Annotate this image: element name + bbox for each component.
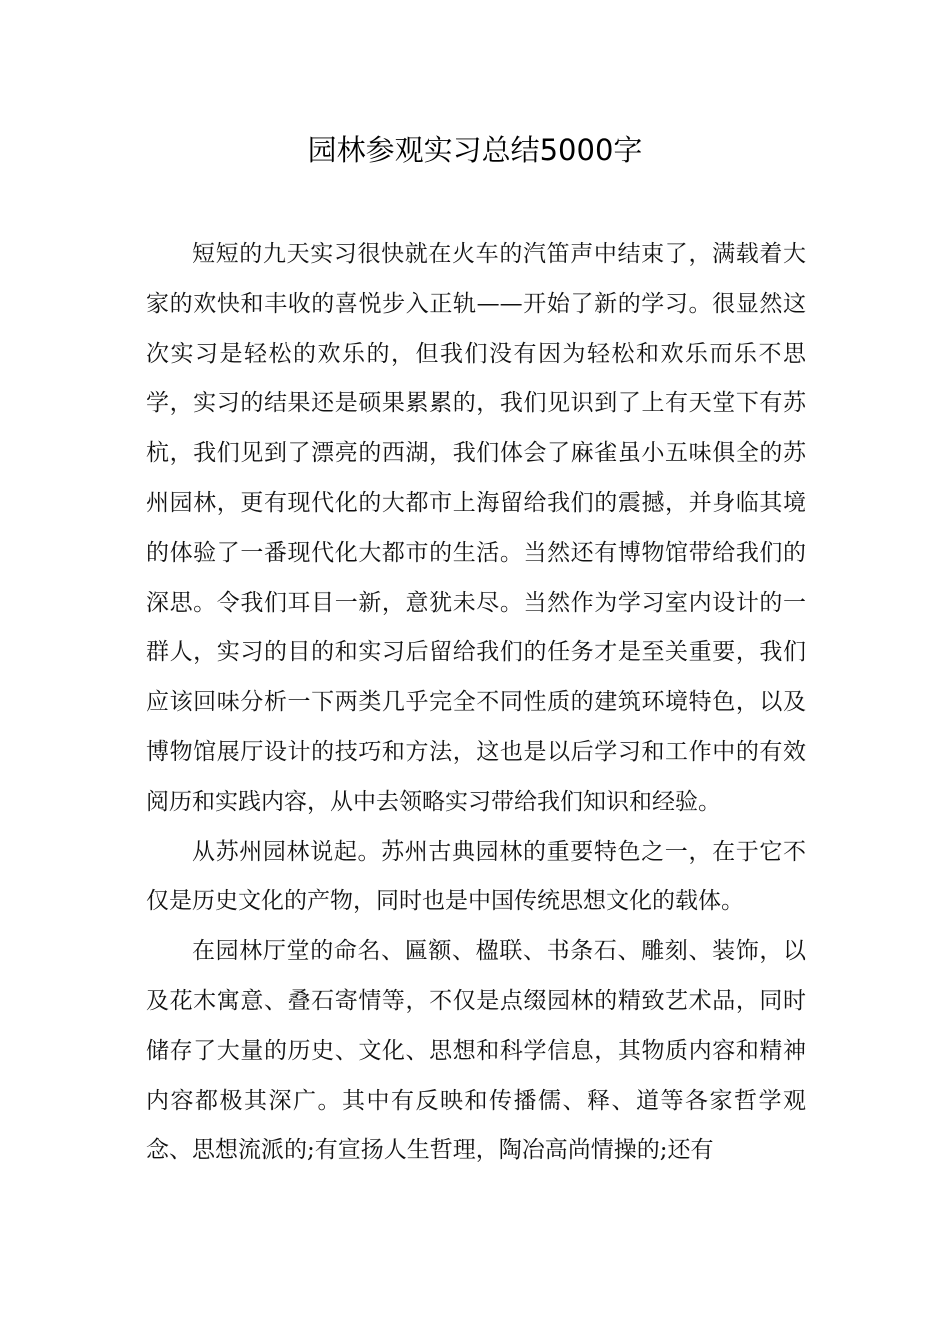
paragraph-3: 在园林厅堂的命名、匾额、楹联、书条石、雕刻、装饰，以及花木寓意、叠石寄情等，不仅是点缀园林的精致艺术品，同时储存了大量的历史、文化、思想和科学信息，其物质内容和精神内容都极其深广。其中有反映和传播儒、释、道等各家哲学观念、思想流派的;有宣扬人生哲理，陶冶高尚情操的;还有 — [146, 938, 806, 1164]
paragraph-2: 从苏州园林说起。苏州古典园林的重要特色之一，在于它不仅是历史文化的产物，同时也是中国传统思想文化的载体。 — [146, 838, 806, 915]
document-body — [146, 230, 806, 1176]
document-title: 园林参观实习总结5000字 — [307, 133, 643, 167]
paragraph-1: 短短的九天实习很快就在火车的汽笛声中结束了，满载着大家的欢快和丰收的喜悦步入正轨——开始了新的学习。很显然这次实习是轻松的欢乐的，但我们没有因为轻松和欢乐而乐不思学，实习的结果还是硕果累累的，我们见识到了上有天堂下有苏杭，我们见到了漂亮的西湖，我们体会了麻雀虽小五味俱全的苏州园林，更有现代化的大都市上海留给我们的震撼，并身临其境的体验了一番现代化大都市的生活。当然还有博物馆带给我们的深思。令我们耳目一新，意犹未尽。当然作为学习室内设计的一群人，实习的目的和实习后留给我们的任务才是至关重要，我们应该回味分析一下两类几乎完全不同性质的建筑环境特色，以及博物馆展厅设计的技巧和方法，这也是以后学习和工作中的有效阅历和实践内容，从中去领略实习带给我们知识和经验。 — [146, 241, 806, 815]
